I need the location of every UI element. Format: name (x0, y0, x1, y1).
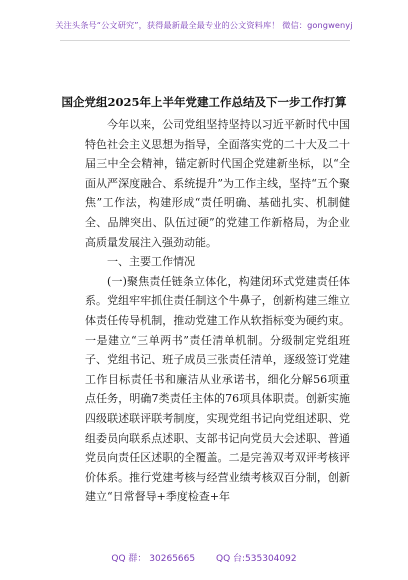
intro-paragraph: 今年以来，公司党组坚持坚持以习近平新时代中国特色社会主义思想为指导，全面落实党的二十大及二十届三中全会精神，锚定新时代国企党建新坐标，以“全面从严深度融合、系统提升”为工作主线，坚持“五个聚焦”工作法，构建形成“责任明确、基础扎实、机制健全、品牌突出、队伍过硬”的党建工作新格局，为企业高质量发展注入强劲动能。 (85, 118, 350, 249)
header-divider (60, 40, 350, 41)
footer-qq-group: QQ 群： 30265665 (111, 554, 196, 564)
section-heading: 一、主要工作情况 (107, 255, 195, 269)
footer-contact (0, 551, 408, 564)
document-title: 国企党组2025年上半年党建工作总结及下一步工作打算 (61, 95, 347, 109)
header-banner: 关注头条号“公文研究”，获得最新最全最专业的公文资料库！ 微信：gongwenyj (55, 20, 353, 30)
footer-qq-contact: QQ 台:535304092 (215, 554, 297, 564)
section-paragraph: (一)聚焦责任链条立体化，构建闭环式党建责任体系。党组牢牢抓住责任制这个牛鼻子，创新构建三维立体责任传导机制，推动党建工作从软指标变为硬约束。一是建立“三单两书”责任清单机制。分级制定党组班子、党组书记、班子成员三张责任清单，逐级签订党建工作目标责任书和廉洁从业承诺书，细化分解56项重点任务，明确7类责任主体的76项具体职责。创新实施四级联述联评联考制度，实现党组书记向党组述职、党组委员向联系点述职、支部书记向党员大会述职、普通党员向责任区述职的全覆盖。二是完善双考双评考核评价体系。推行党建考核与经营业绩考核双百分制，创新建立“日常督导+季度检查+年 (85, 274, 350, 504)
document-body (85, 115, 350, 507)
